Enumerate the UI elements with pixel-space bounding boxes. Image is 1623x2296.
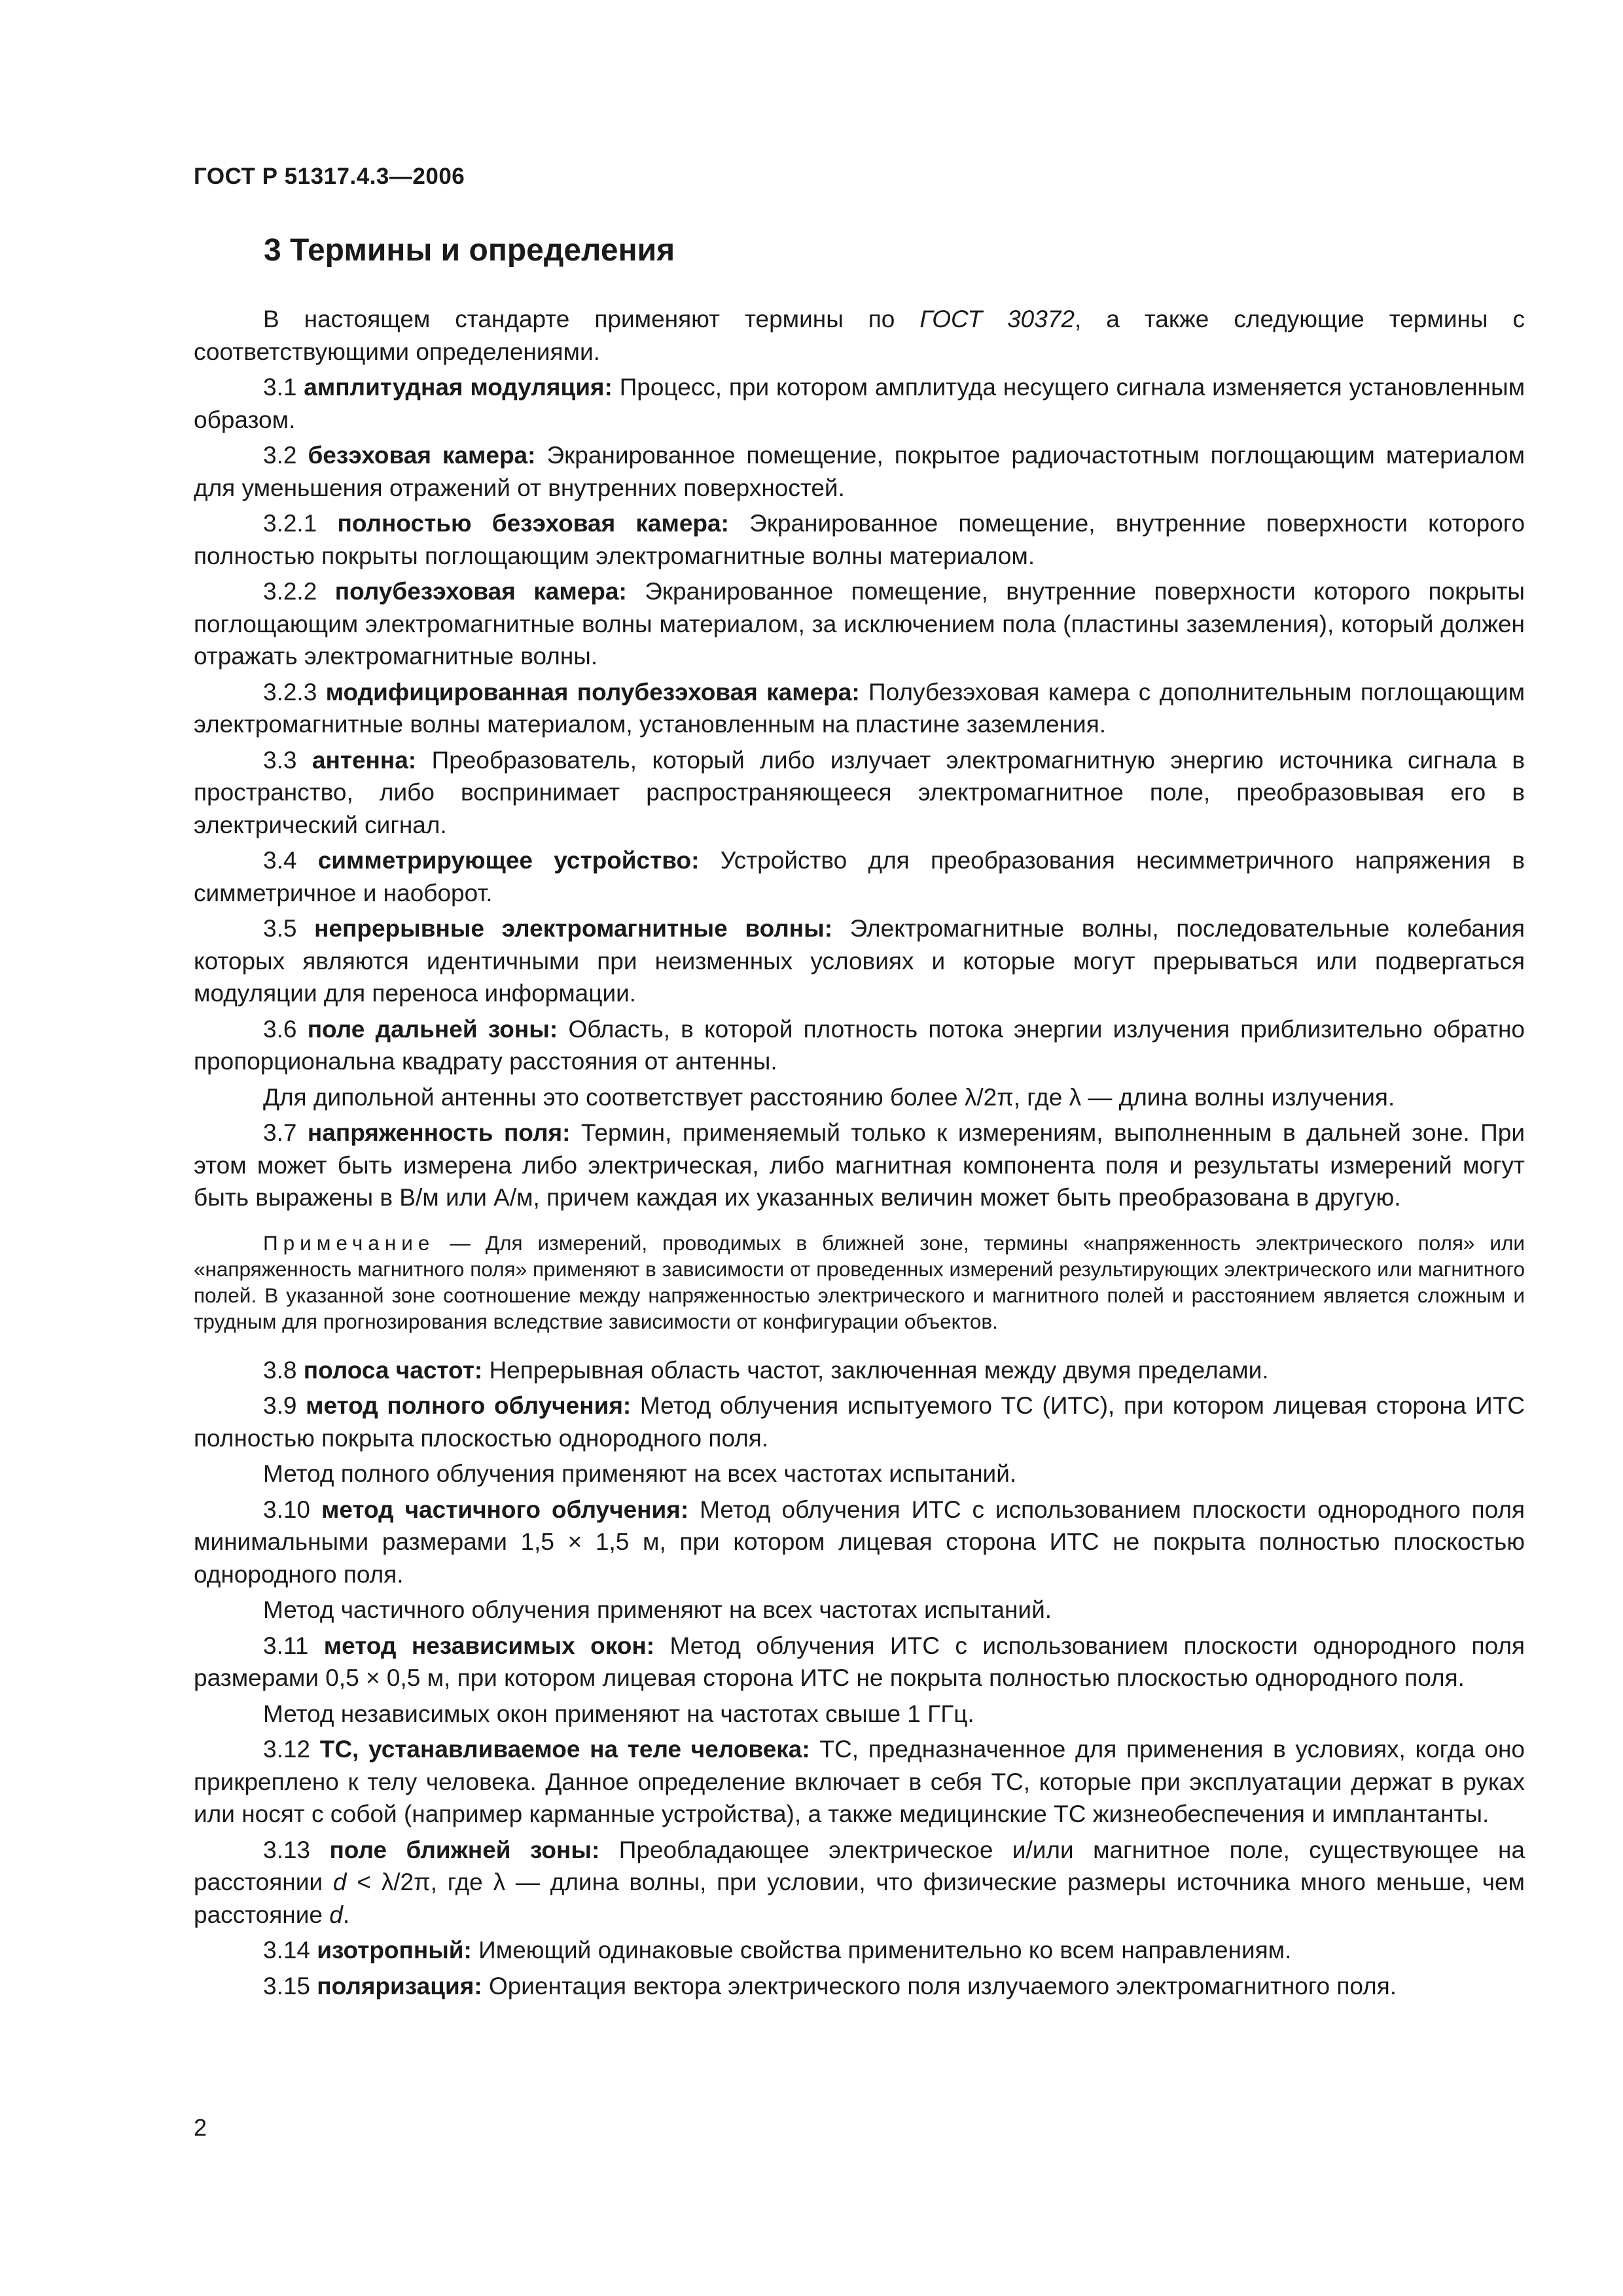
term-paragraph xyxy=(194,1013,1525,1078)
term-name: ТС, устанавливаемое на теле человека: xyxy=(319,1736,810,1763)
term-paragraph xyxy=(194,507,1525,572)
term-definition: Полубезэховая камера с дополнительным поглощающим электромагнитные волны материалом, установленным на пластине заземления. xyxy=(194,678,1525,738)
term-number: 3.1 xyxy=(263,374,297,401)
page-number: 2 xyxy=(194,2114,207,2141)
term-paragraph xyxy=(194,676,1525,741)
distance-symbol: d xyxy=(332,1869,347,1895)
term-paragraph xyxy=(194,371,1525,436)
term-definition: Преобладающее электрическое и/или магнитное поле, существующее на расстоянии xyxy=(194,1836,1525,1895)
term-definition: Непрерывная область частот, заключенная между двумя пределами. xyxy=(489,1356,1269,1384)
term-paragraph xyxy=(194,1390,1525,1454)
method-note: Метод независимых окон применяют на частотах свыше 1 ГГц. xyxy=(263,1700,974,1727)
term-paragraph xyxy=(194,1834,1525,1931)
term-definition: Экранированное помещение, внутренние поверхности которого покрыты поглощающим электромагнитные волны материалом, за исключением пола (пластины заземления), который должен отражать электромагнитные волны. xyxy=(194,578,1525,670)
term-definition: Область, в которой плотность потока энергии излучения приблизительно обратно пропорциональна квадрату расстояния от антенны. xyxy=(194,1015,1525,1075)
standard-reference: ГОСТ 30372 xyxy=(919,306,1075,332)
term-number: 3.11 xyxy=(263,1632,309,1659)
term-name: симметрирующее устройство: xyxy=(317,847,700,874)
term-definition: ТС, предназначенное для применения в условиях, когда оно прикреплено к телу человека. Данное определение включает в себя ТС, которые при эксплуатации держат в руках или носят с собой (например карманные устройства), а также медицинские ТС жизнеобеспечения и имплантанты. xyxy=(194,1736,1525,1827)
term-name: метод полного облучения: xyxy=(306,1392,632,1419)
term-definition: Имеющий одинаковые свойства применительно ко всем направлениям. xyxy=(478,1937,1292,1964)
document-body xyxy=(194,303,1525,2005)
term-name: поляризация: xyxy=(317,1972,482,2000)
term-name: метод частичного облучения: xyxy=(321,1496,689,1523)
term-number: 3.14 xyxy=(263,1937,311,1964)
term-number: 3.3 xyxy=(263,746,297,774)
term-definition: Термин, применяемый только к измерениям, выполненным в дальней зоне. При этом может быть измерена либо электрическая, либо магнитная компонента поля и результаты измерений могут быть выражены в В/м или А/м, причем каждая их указанных величин может быть преобразована в другую. xyxy=(194,1119,1525,1211)
term-paragraph xyxy=(194,1117,1525,1214)
term-number: 3.15 xyxy=(263,1972,311,2000)
term-paragraph xyxy=(194,744,1525,842)
term-paragraph xyxy=(194,1630,1525,1695)
term-number: 3.2.2 xyxy=(263,578,317,605)
term-name: изотропный: xyxy=(317,1937,472,1964)
term-paragraph xyxy=(194,439,1525,504)
note-text: — Для измерений, проводимых в ближней зоне, термины «напряженность электрического поля» или «напряженность магнитного поля» применяют в зависимости от проведенных измерений результирующих электрического или магнитного полей. В указанной зоне соотношение между напряженностью электрического и магнитного полей и расстоянием является сложным и трудным для прогнозирования вследствие зависимости от конфигурации объектов. xyxy=(194,1230,1525,1333)
term-definition: Экранированное помещение, внутренние поверхности которого полностью покрыты поглощающим электромагнитные волны материалом. xyxy=(194,510,1525,569)
term-name: безэховая камера: xyxy=(308,442,536,469)
term-number: 3.4 xyxy=(263,847,297,874)
note-label: Примечание xyxy=(263,1230,435,1255)
term-paragraph xyxy=(194,1494,1525,1591)
term-number: 3.10 xyxy=(263,1496,311,1523)
term-paragraph xyxy=(194,1934,1525,1967)
term-definition: Метод облучения ИТС с использованием плоскости однородного поля минимальными размерами 1,5 × 1,5 м, при котором лицевая сторона ИТС не покрыта полностью плоскостью однородного поля. xyxy=(194,1496,1525,1588)
term-number: 3.13 xyxy=(263,1836,311,1863)
term-definition: Процесс, при котором амплитуда несущего сигнала изменяется установленным образом. xyxy=(194,374,1525,433)
term-number: 3.2.3 xyxy=(263,678,317,706)
term-number: 3.6 xyxy=(263,1015,297,1043)
intro-paragraph xyxy=(194,303,1525,368)
intro-text: В настоящем стандарте применяют термины по xyxy=(263,306,920,332)
term-name: поле дальней зоны: xyxy=(307,1015,558,1043)
term-name: амплитудная модуляция: xyxy=(304,374,613,401)
term-definition-cont: < λ/2π, где λ — длина волны, при условии, что физические размеры источника много меньше, чем расстояние xyxy=(194,1869,1525,1928)
term-number: 3.9 xyxy=(263,1392,297,1419)
term-name: модифицированная полубезэховая камера: xyxy=(325,678,860,706)
note-paragraph xyxy=(194,1230,1525,1335)
term-definition: Метод облучения ИТС с использованием плоскости однородного поля размерами 0,5 × 0,5 м, при котором лицевая сторона ИТС не покрыта полностью плоскостью однородного поля. xyxy=(194,1632,1525,1691)
term-name: метод независимых окон: xyxy=(323,1632,654,1659)
term-paragraph xyxy=(194,1733,1525,1831)
term-paragraph xyxy=(194,844,1525,909)
term-definition: Преобразователь, который либо излучает электромагнитную энергию источника сигнала в пространство, либо воспринимает распространяющееся электромагнитное поле, преобразовывая его в электрический сигнал. xyxy=(194,746,1525,838)
far-field-note: Для дипольной антенны это соответствует расстоянию более λ/2π, где λ — длина волны излучения. xyxy=(263,1083,1395,1111)
method-note: Метод полного облучения применяют на всех частотах испытаний. xyxy=(263,1460,1017,1487)
term-definition: Ориентация вектора электрического поля излучаемого электромагнитного поля. xyxy=(488,1972,1397,2000)
term-number: 3.7 xyxy=(263,1119,297,1146)
term-name: полоса частот: xyxy=(303,1356,483,1384)
term-definition: Метод облучения испытуемого ТС (ИТС), при котором лицевая сторона ИТС полностью покрыта плоскостью однородного поля. xyxy=(194,1392,1525,1452)
intro-text-end: , а также следующие термины с соответствующими определениями. xyxy=(194,306,1525,365)
term-number: 3.12 xyxy=(263,1736,311,1763)
term-paragraph xyxy=(194,1354,1525,1387)
distance-symbol: d xyxy=(329,1901,343,1928)
term-name: непрерывные электромагнитные волны: xyxy=(314,915,833,942)
term-definition: Устройство для преобразования несимметричного напряжения в симметричное и наоборот. xyxy=(194,847,1525,906)
term-name: напряженность поля: xyxy=(307,1119,571,1146)
term-number: 3.2.1 xyxy=(263,510,317,537)
term-paragraph xyxy=(194,1970,1525,2003)
section-title: 3 Термины и определения xyxy=(264,233,675,268)
term-number: 3.8 xyxy=(263,1356,297,1384)
term-paragraph xyxy=(194,575,1525,673)
document-header: ГОСТ Р 51317.4.3—2006 xyxy=(194,164,465,189)
term-number: 3.5 xyxy=(263,915,297,942)
term-name: поле ближней зоны: xyxy=(329,1836,600,1863)
term-name: антенна: xyxy=(312,746,417,774)
term-definition: Экранированное помещение, покрытое радиочастотным поглощающим материалом для уменьшения отражений от внутренних поверхностей. xyxy=(194,442,1525,501)
term-number: 3.2 xyxy=(263,442,297,469)
method-note: Метод частичного облучения применяют на всех частотах испытаний. xyxy=(263,1596,1052,1623)
term-definition-end: . xyxy=(342,1901,350,1928)
term-definition: Электромагнитные волны, последовательные колебания которых являются идентичными при неизменных условиях и которые могут прерываться или подвергаться модуляции для переноса информации. xyxy=(194,915,1525,1007)
term-paragraph xyxy=(194,912,1525,1010)
term-name: полностью безэховая камера: xyxy=(337,510,729,537)
term-name: полубезэховая камера: xyxy=(334,578,627,605)
